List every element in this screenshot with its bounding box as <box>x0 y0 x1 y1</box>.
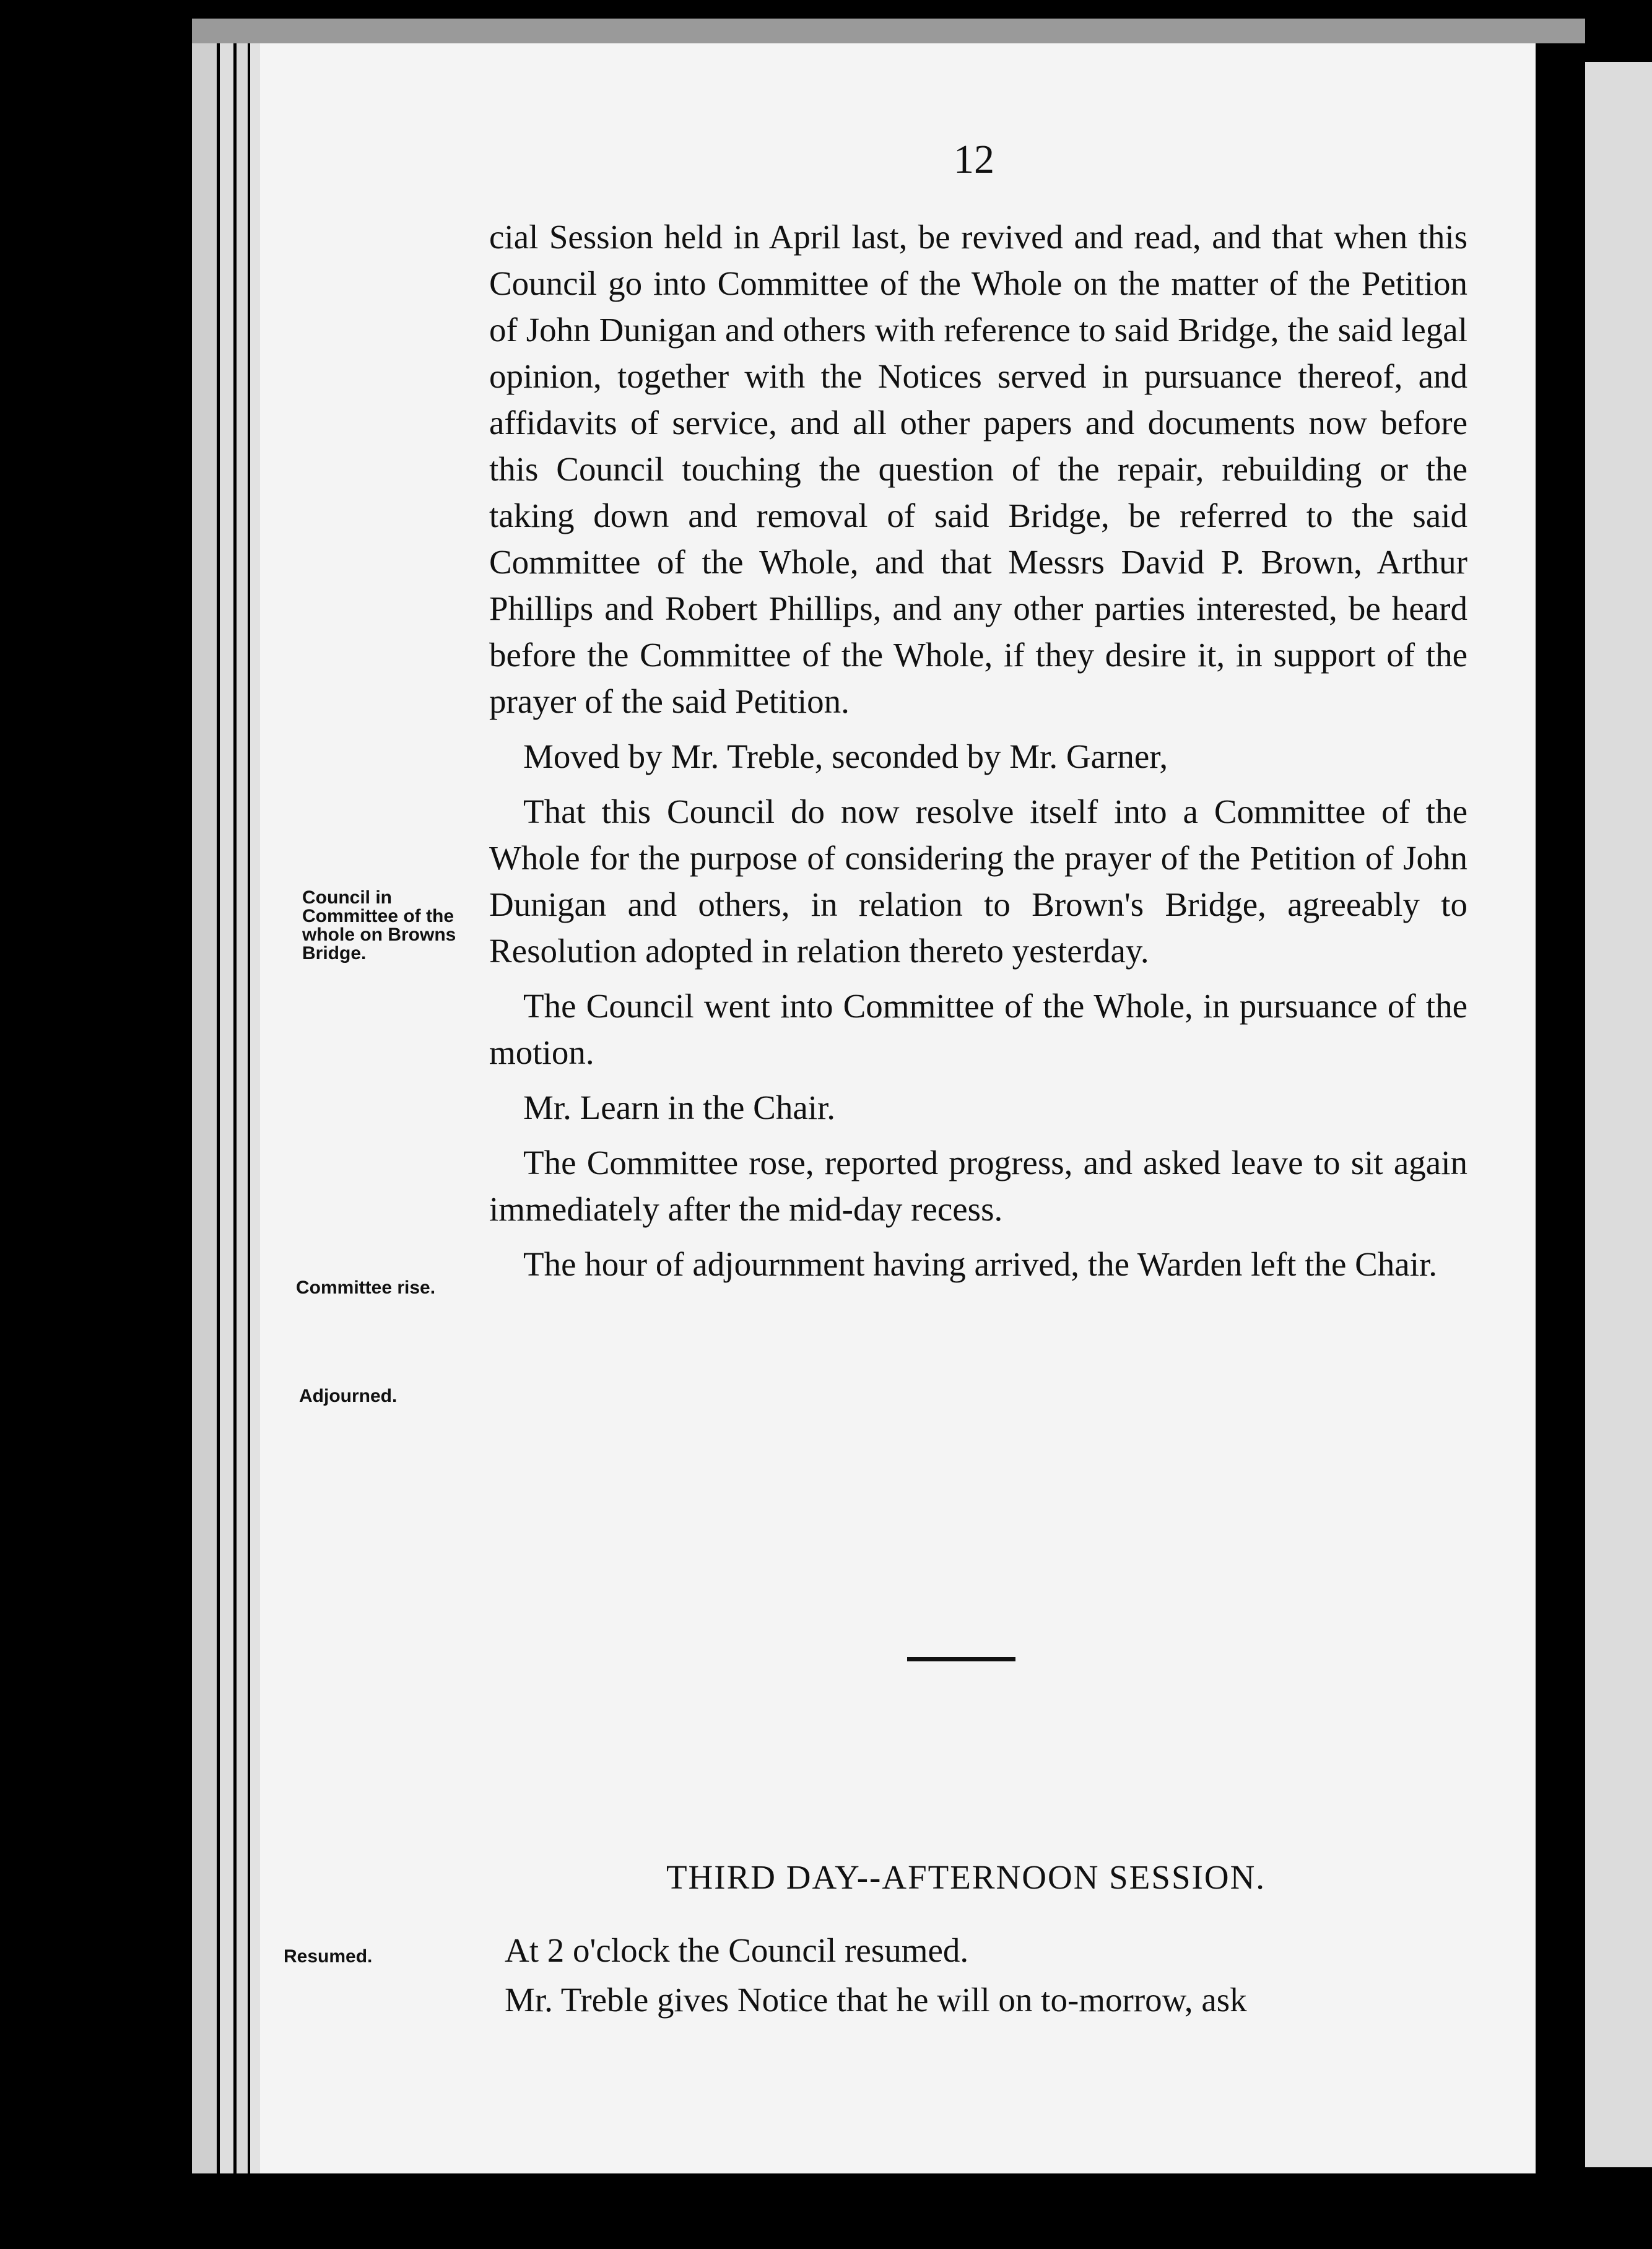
paragraph: At 2 o'clock the Council resumed. <box>505 1931 969 1969</box>
adjacent-page-edge <box>1585 62 1652 2167</box>
paragraph: The Committee rose, reported progress, and asked leave to sit again immediately after the mid-day recess. <box>489 1144 1467 1228</box>
paragraph: Moved by Mr. Treble, seconded by Mr. Garner, <box>523 737 1168 775</box>
afternoon-text <box>505 1926 1471 2025</box>
main-text <box>489 214 1467 1296</box>
page-number: 12 <box>954 137 994 182</box>
page-edge <box>192 43 217 2173</box>
section-divider <box>907 1657 1015 1661</box>
section-title: THIRD DAY--AFTERNOON SESSION. <box>666 1858 1266 1896</box>
paragraph: Mr. Learn in the Chair. <box>523 1089 836 1126</box>
top-edge <box>192 19 1585 43</box>
paragraph: That this Council do now resolve itself into a Committee of the Whole for the purpose of considering the prayer of the Petition of John Dunigan and others, in relation to Brown's Bridge, agreeably to Resolution adopted in relation thereto yesterday. <box>489 793 1467 970</box>
page-edge <box>220 43 233 2173</box>
page-edge <box>250 43 260 2173</box>
margin-note-resumed: Resumed. <box>284 1946 373 1967</box>
paragraph: Mr. Treble gives Notice that he will on to-morrow, ask <box>505 1981 1247 2019</box>
margin-note-committee-rise: Committee rise. <box>296 1277 436 1298</box>
margin-note-council: Council in Committee of the whole on Browns Bridge. <box>302 887 456 964</box>
page-edge <box>237 43 248 2173</box>
paragraph: cial Session held in April last, be revived and read, and that when this Council go into Committee of the Whole on the matter of the Petition of John Dunigan and others with reference to said Bridge, the said legal opinion, together with the Notices served in pursuance thereof, and affidavits of service, and all other papers and documents now before this Council touching the question of the repair, rebuilding or the taking down and removal of said Bridge, be referred to the said Committee of the Whole, and that Messrs David P. Brown, Arthur Phillips and Robert Phillips, and any other parties interested, be heard before the Committee of the Whole, if they desire it, in support of the prayer of the said Petition. <box>489 218 1467 720</box>
margin-note-adjourned: Adjourned. <box>299 1386 398 1406</box>
paragraph: The Council went into Committee of the Whole, in pursuance of the motion. <box>489 987 1467 1071</box>
paragraph: The hour of adjournment having arrived, the Warden left the Chair. <box>523 1245 1438 1283</box>
